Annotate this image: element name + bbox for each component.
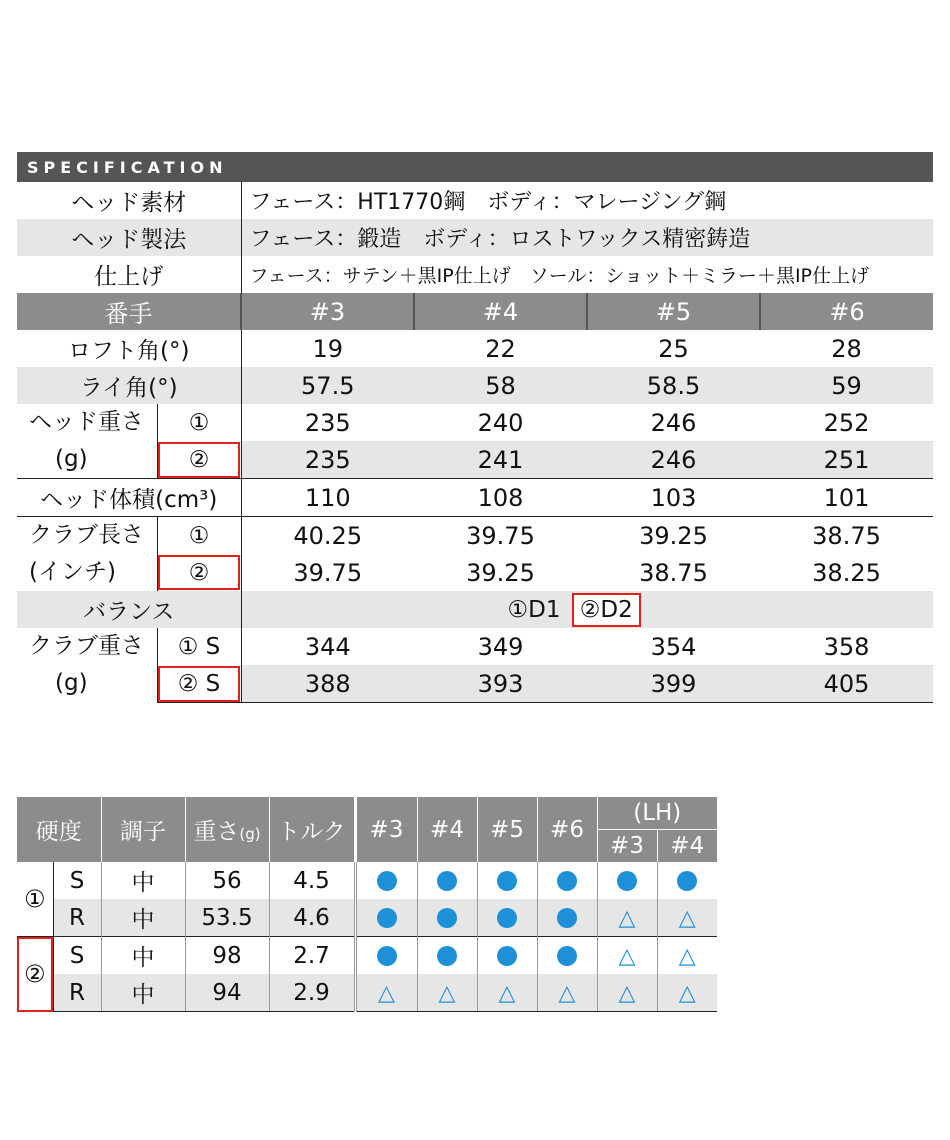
- group-2-label: ②: [17, 937, 53, 1012]
- club-weight-sub-2: ② S: [157, 665, 241, 703]
- row-1-weight: 56: [185, 862, 269, 899]
- spec-table: [17, 152, 933, 703]
- table-row: [17, 899, 717, 937]
- row-1-avail-lh4: [657, 862, 717, 899]
- row-1-avail-5: [477, 862, 537, 899]
- club-weight-2-3: 388: [241, 665, 414, 703]
- head-weight-2-3: 235: [241, 441, 414, 479]
- col-header-4: #4: [417, 797, 477, 862]
- row-3-avail-lh4: [657, 937, 717, 975]
- finish-value: フェース：サテン＋黒IP仕上げ ソール：ショット＋ミラー＋黒IP仕上げ: [249, 265, 870, 287]
- club-length-1-4: 39.75: [414, 517, 587, 555]
- available-dot-icon: [497, 908, 517, 928]
- head-weight-2-4: 241: [414, 441, 587, 479]
- triangle-icon: △: [678, 943, 696, 969]
- club-weight-label-2: (g): [55, 670, 88, 696]
- row-2-avail-lh4: [657, 899, 717, 937]
- available-dot-icon: [377, 908, 397, 928]
- spec-title: SPECIFICATION: [17, 152, 933, 182]
- shaft-table: [17, 797, 717, 1012]
- row-4-avail-lh4: [657, 974, 717, 1012]
- head-volume-label: ヘッド体積(cm³): [17, 479, 241, 517]
- row-4-flex: R: [53, 974, 101, 1012]
- head-volume-4: 108: [414, 479, 587, 517]
- balance-value-2: ②D2: [572, 593, 641, 627]
- triangle-icon: △: [618, 905, 636, 931]
- group-1-label: ①: [17, 862, 53, 937]
- club-length-label-1: クラブ長さ: [29, 522, 144, 548]
- torque-header: トルク: [269, 797, 355, 862]
- triangle-icon: △: [618, 943, 636, 969]
- head-volume-3: 110: [241, 479, 414, 517]
- available-dot-icon: [437, 946, 457, 966]
- available-dot-icon: [557, 871, 577, 891]
- row-2-flex: R: [53, 899, 101, 937]
- row-2-avail-6: [537, 899, 597, 937]
- lie-5: 58.5: [587, 367, 760, 404]
- lh-header-4: #4: [657, 830, 717, 863]
- table-row: [17, 937, 717, 975]
- head-weight-2-6: 251: [760, 441, 933, 479]
- row-3-avail-3: [355, 937, 417, 975]
- head-weight-sub-2: ②: [157, 441, 241, 479]
- row-3-avail-lh3: [597, 937, 657, 975]
- head-weight-label-1: ヘッド重さ: [29, 409, 144, 435]
- row-2-avail-5: [477, 899, 537, 937]
- club-weight-1-3: 344: [304, 632, 351, 661]
- col-header-5: #5: [477, 797, 537, 862]
- available-dot-icon: [437, 871, 457, 891]
- head-volume-6: 101: [760, 479, 933, 517]
- club-weight-sub-1: ① S: [157, 628, 241, 665]
- row-4-kick: 中: [101, 974, 185, 1012]
- available-dot-icon: [497, 946, 517, 966]
- row-1-flex: S: [53, 862, 101, 899]
- number-label: 番手: [17, 293, 241, 330]
- col-header-3: #3: [355, 797, 417, 862]
- head-weight-1-5: 246: [650, 408, 697, 437]
- club-length-2-3: 39.75: [293, 558, 363, 587]
- row-4-avail-6: [537, 974, 597, 1012]
- row-3-avail-5: [477, 937, 537, 975]
- finish-label: 仕上げ: [17, 256, 241, 293]
- table-row: [17, 862, 717, 899]
- row-4-avail-3: [355, 974, 417, 1012]
- row-2-kick: 中: [101, 899, 185, 937]
- available-dot-icon: [377, 946, 397, 966]
- weight-header: [185, 797, 269, 862]
- club-length-sub-2: ②: [157, 554, 241, 591]
- row-4-avail-4: [417, 974, 477, 1012]
- lie-6: 59: [760, 367, 933, 404]
- club-length-2-5: 38.75: [639, 558, 708, 587]
- row-1-kick: 中: [101, 862, 185, 899]
- loft-4: 22: [485, 334, 516, 363]
- col-header-6: #6: [537, 797, 597, 862]
- head-weight-label-2: (g): [55, 446, 88, 472]
- head-method-value: フェース：鍛造 ボディ：ロストワックス精密鋳造: [241, 219, 933, 256]
- club-length-1-6: 38.75: [760, 517, 933, 555]
- loft-3: 19: [312, 334, 344, 363]
- triangle-icon: △: [558, 980, 576, 1006]
- available-dot-icon: [497, 871, 517, 891]
- balance-value-1: ①D1: [507, 596, 561, 623]
- triangle-icon: △: [678, 980, 696, 1006]
- row-2-weight: 53.5: [185, 899, 269, 937]
- row-2-torque: 4.6: [269, 899, 355, 937]
- balance-label: バランス: [17, 591, 241, 628]
- available-dot-icon: [677, 871, 697, 891]
- number-3: #3: [241, 293, 414, 330]
- row-1-avail-lh3: [597, 862, 657, 899]
- club-length-2-6: 38.25: [812, 558, 881, 587]
- available-dot-icon: [377, 871, 397, 891]
- club-length-2-4: 39.25: [466, 558, 535, 587]
- head-method-label: ヘッド製法: [17, 219, 241, 256]
- head-volume-5: 103: [587, 479, 760, 517]
- triangle-icon: △: [438, 980, 456, 1006]
- head-weight-1-6: 252: [823, 408, 870, 437]
- number-6: #6: [760, 293, 933, 330]
- club-length-1-3: 40.25: [241, 517, 414, 555]
- available-dot-icon: [557, 946, 577, 966]
- head-weight-1-3: 235: [304, 408, 351, 437]
- row-1-torque: 4.5: [269, 862, 355, 899]
- weight-header-label: 重さ: [193, 819, 240, 845]
- row-3-weight: 98: [185, 937, 269, 975]
- row-3-avail-6: [537, 937, 597, 975]
- row-2-avail-4: [417, 899, 477, 937]
- club-length-1-5: 39.25: [587, 517, 760, 555]
- table-row: [17, 974, 717, 1012]
- available-dot-icon: [617, 871, 637, 891]
- row-4-avail-lh3: [597, 974, 657, 1012]
- head-material-value: フェース：HT1770鋼 ボディ：マレージング鋼: [249, 190, 727, 215]
- hardness-header: 硬度: [17, 797, 101, 862]
- row-2-avail-lh3: [597, 899, 657, 937]
- club-weight-2-5: 399: [587, 665, 760, 703]
- loft-6: 28: [831, 334, 862, 363]
- head-material-label: ヘッド素材: [17, 182, 241, 219]
- lh-header: (LH): [597, 797, 717, 830]
- head-weight-2-5: 246: [587, 441, 760, 479]
- triangle-icon: △: [618, 980, 636, 1006]
- club-weight-2-4: 393: [414, 665, 587, 703]
- row-4-weight: 94: [185, 974, 269, 1012]
- row-4-avail-5: [477, 974, 537, 1012]
- club-weight-1-6: 358: [823, 632, 870, 661]
- triangle-icon: △: [678, 905, 696, 931]
- number-4: #4: [414, 293, 587, 330]
- club-weight-1-5: 354: [650, 632, 697, 661]
- club-weight-label-1: クラブ重さ: [29, 633, 144, 659]
- lie-4: 58: [414, 367, 587, 404]
- weight-header-unit: (g): [239, 825, 261, 843]
- row-3-flex: S: [53, 937, 101, 975]
- kick-header: 調子: [101, 797, 185, 862]
- club-length-sub-1: ①: [157, 517, 241, 555]
- lie-label: ライ角(°): [17, 367, 241, 404]
- loft-5: 25: [658, 334, 689, 363]
- available-dot-icon: [557, 908, 577, 928]
- club-length-label: [17, 517, 157, 592]
- lh-header-3: #3: [597, 830, 657, 863]
- available-dot-icon: [437, 908, 457, 928]
- row-3-avail-4: [417, 937, 477, 975]
- club-weight-2-6: 405: [760, 665, 933, 703]
- row-1-avail-4: [417, 862, 477, 899]
- balance-value: [241, 591, 933, 628]
- head-weight-sub-1: ①: [157, 404, 241, 441]
- triangle-icon: △: [498, 980, 516, 1006]
- row-2-avail-3: [355, 899, 417, 937]
- row-3-kick: 中: [101, 937, 185, 975]
- loft-label: ロフト角(°): [17, 330, 241, 367]
- triangle-icon: △: [378, 980, 395, 1006]
- club-weight-1-4: 349: [477, 632, 524, 661]
- club-length-label-2: (インチ): [29, 559, 116, 585]
- lie-3: 57.5: [241, 367, 414, 404]
- row-4-torque: 2.9: [269, 974, 355, 1012]
- row-1-avail-3: [355, 862, 417, 899]
- head-weight-1-4: 240: [477, 408, 524, 437]
- row-1-avail-6: [537, 862, 597, 899]
- club-weight-label: [17, 628, 157, 703]
- head-weight-label: [17, 404, 157, 479]
- row-3-torque: 2.7: [269, 937, 355, 975]
- number-5: #5: [587, 293, 760, 330]
